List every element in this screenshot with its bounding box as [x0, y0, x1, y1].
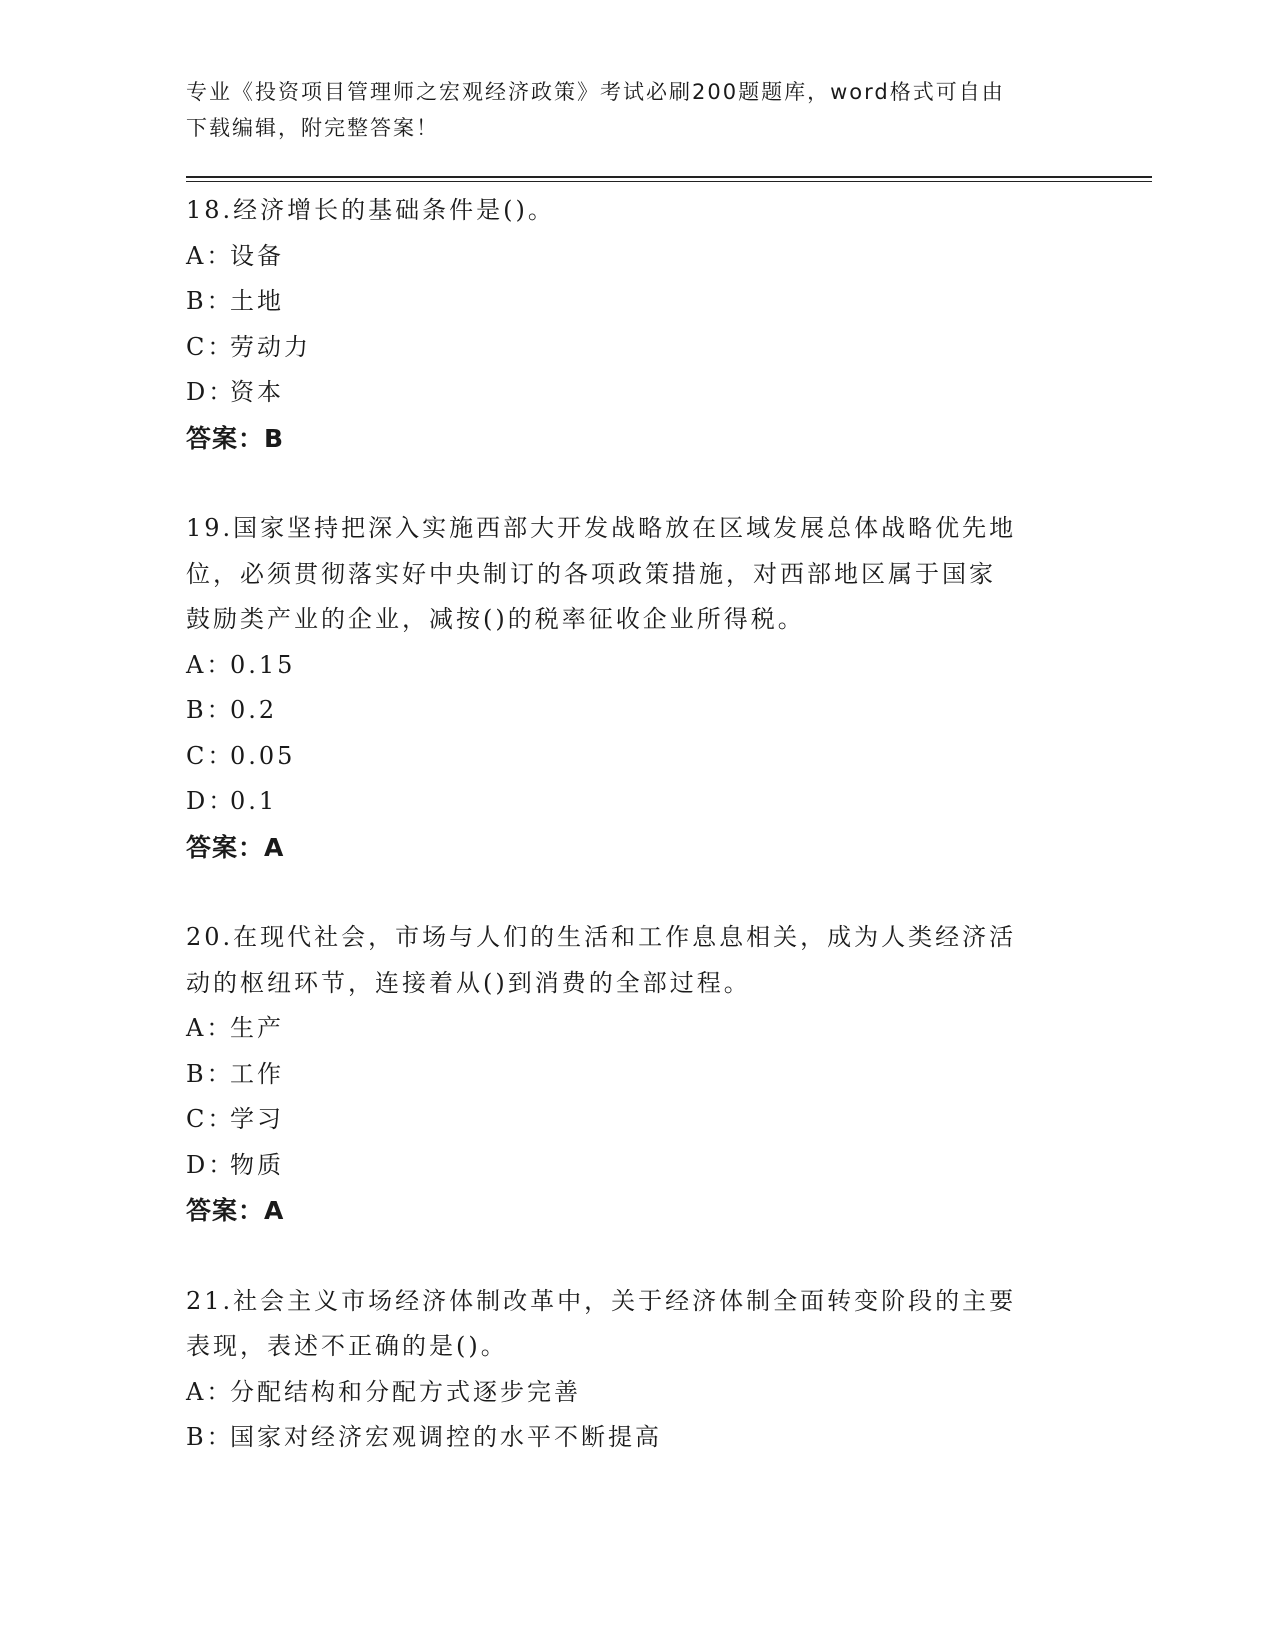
header-rule-thin — [186, 181, 1152, 182]
option-key: D： — [186, 378, 236, 406]
option-key: C： — [186, 1105, 235, 1133]
question-text-line: 21.社会主义市场经济体制改革中，关于经济体制全面转变阶段的主要 — [186, 1286, 1017, 1315]
question-18 — [186, 188, 1086, 461]
option-key: A： — [186, 1377, 234, 1406]
document-header — [186, 74, 1086, 146]
question-text-line: 19.国家坚持把深入实施西部大开发战略放在区域发展总体战略优先地 — [186, 514, 1017, 542]
option-key: A： — [186, 650, 234, 679]
option-b — [186, 1052, 1086, 1098]
option-text: 资本 — [230, 378, 284, 406]
question-list — [186, 188, 1086, 1506]
option-text: 0.1 — [230, 787, 278, 815]
option-key: D： — [186, 1150, 236, 1179]
option-key: B： — [186, 287, 234, 315]
question-text: 18.经济增长的基础条件是()。 — [186, 196, 555, 224]
option-a — [186, 643, 1086, 689]
option-text: 学习 — [230, 1105, 284, 1133]
option-key: D： — [186, 787, 236, 815]
option-text: 设备 — [230, 241, 284, 270]
option-b — [186, 1415, 1086, 1461]
question-text-line: 位，必须贯彻落实好中央制订的各项政策措施，对西部地区属于国家 — [186, 559, 996, 588]
option-text: 工作 — [230, 1059, 284, 1088]
question-21 — [186, 1279, 1086, 1461]
option-key: A： — [186, 1014, 234, 1042]
option-d — [186, 370, 1086, 416]
question-text-line: 鼓励类产业的企业，减按()的税率征收企业所得税。 — [186, 605, 805, 633]
option-d — [186, 779, 1086, 825]
question-text-line: 动的枢纽环节，连接着从()到消费的全部过程。 — [186, 968, 751, 997]
option-text: 劳动力 — [230, 332, 311, 361]
option-text: 生产 — [230, 1014, 284, 1042]
header-line-1: 专业《投资项目管理师之宏观经济政策》考试必刷200题题库，word格式可自由 — [186, 80, 1005, 104]
option-key: B： — [186, 696, 234, 724]
option-key: B： — [186, 1059, 234, 1088]
option-a — [186, 1370, 1086, 1416]
option-key: C： — [186, 332, 235, 361]
option-c — [186, 1097, 1086, 1143]
question-20 — [186, 915, 1086, 1234]
option-a — [186, 234, 1086, 280]
header-rule-thick — [186, 176, 1152, 178]
option-text: 0.15 — [230, 650, 296, 679]
option-c — [186, 325, 1086, 371]
option-text: 物质 — [230, 1150, 284, 1179]
option-b — [186, 279, 1086, 325]
question-19 — [186, 506, 1086, 870]
option-key: A： — [186, 241, 234, 270]
option-text: 0.2 — [230, 696, 278, 724]
option-key: C： — [186, 741, 235, 770]
option-b — [186, 688, 1086, 734]
answer: 答案：A — [186, 832, 285, 862]
question-text-line: 表现，表述不正确的是()。 — [186, 1332, 508, 1360]
header-line-2: 下载编辑，附完整答案！ — [186, 116, 439, 140]
answer: 答案：A — [186, 1196, 285, 1225]
answer: 答案：B — [186, 423, 285, 453]
option-c — [186, 734, 1086, 780]
option-text: 0.05 — [230, 741, 296, 770]
option-a — [186, 1006, 1086, 1052]
option-text: 国家对经济宏观调控的水平不断提高 — [230, 1423, 662, 1451]
option-d — [186, 1143, 1086, 1189]
question-text-line: 20.在现代社会，市场与人们的生活和工作息息相关，成为人类经济活 — [186, 923, 1017, 951]
option-text: 土地 — [230, 287, 284, 315]
option-text: 分配结构和分配方式逐步完善 — [230, 1377, 581, 1406]
option-key: B： — [186, 1423, 234, 1451]
